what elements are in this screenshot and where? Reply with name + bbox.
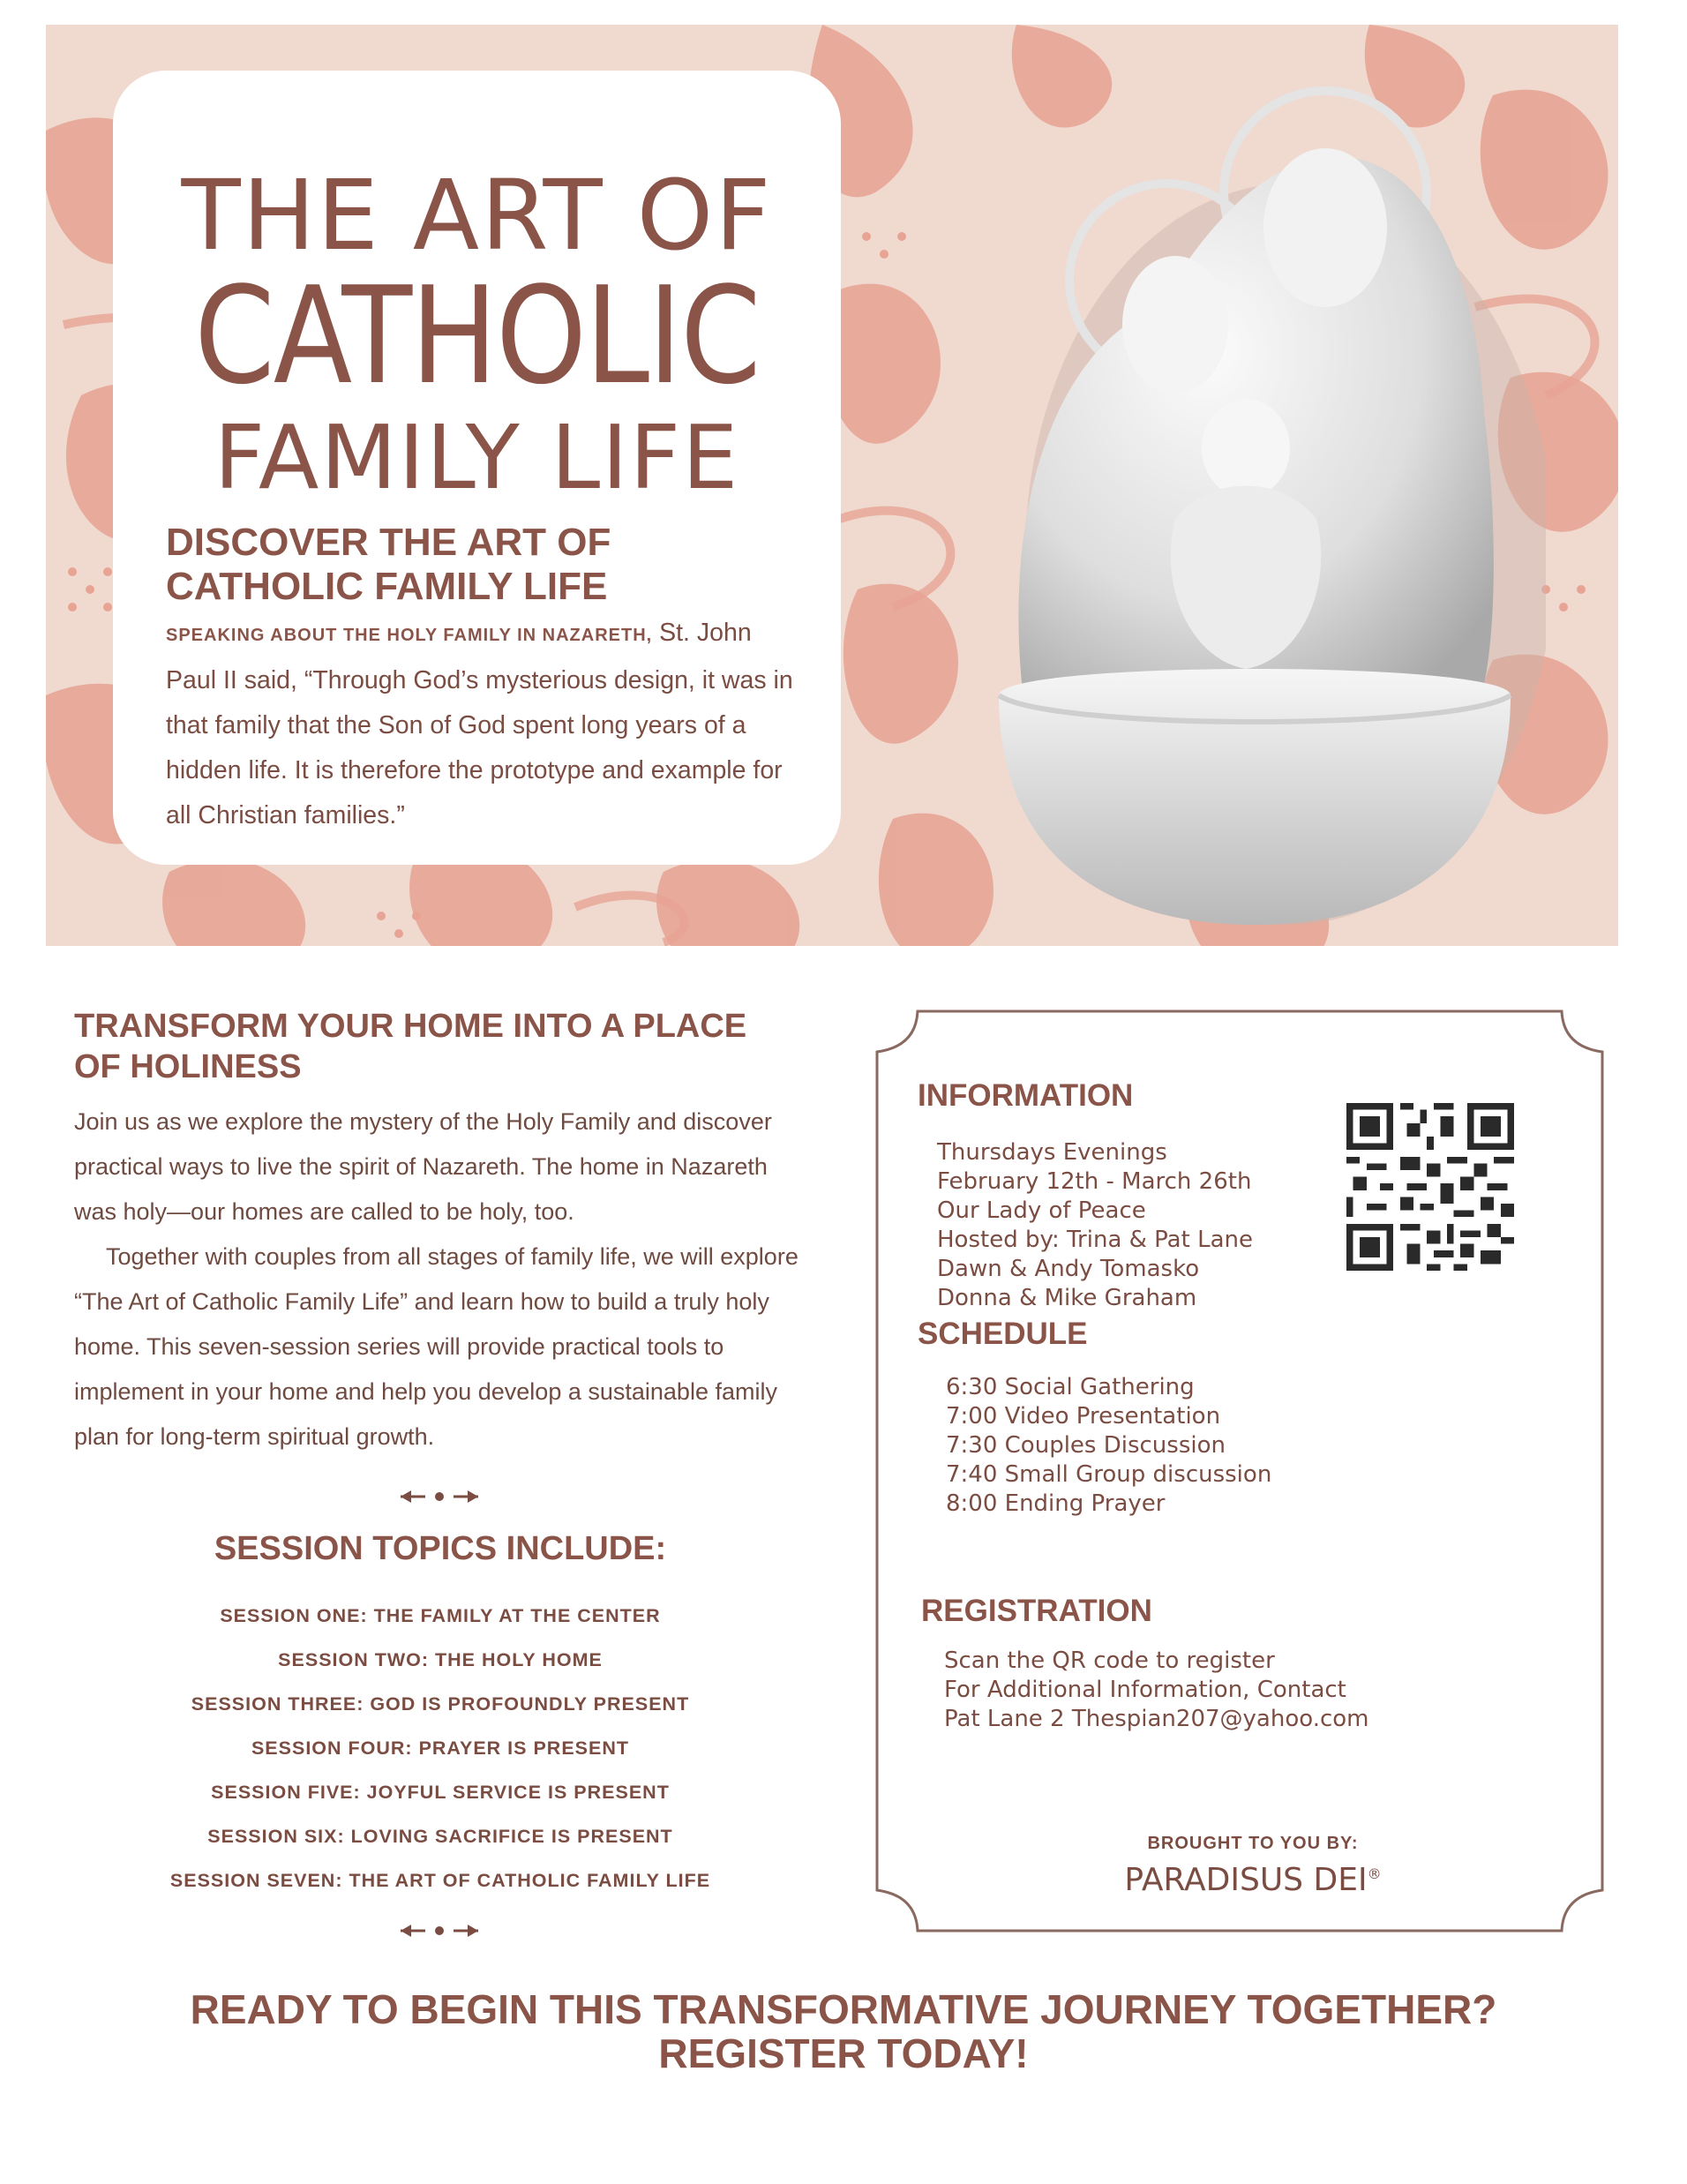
information-line: Dawn & Andy Tomasko	[937, 1256, 1200, 1282]
session-topic-item: SESSION SEVEN: THE ART OF CATHOLIC FAMILY LIFE	[169, 1870, 711, 1891]
schedule-line: 7:30 Couples Discussion	[946, 1432, 1226, 1459]
transform-paragraph-2: Together with couples from all stages of family life, we will explore “The Art of Catholic Family Life” and learn how to build a truly holy home. This seven-session series will provide practical tools to implement in your home and help you develop a sustainable family plan for long-term spiritual growth.	[74, 1243, 799, 1450]
transform-section	[74, 1006, 806, 1460]
discover-heading-line-1: DISCOVER THE ART OF	[166, 521, 611, 564]
title-line-1: THE ART OF	[181, 159, 773, 272]
registration-line: For Additional Information, Contact	[944, 1677, 1346, 1703]
cta-line-1: READY TO BEGIN THIS TRANSFORMATIVE JOURNEY TOGETHER?	[190, 1986, 1497, 2032]
schedule-heading: SCHEDULE	[918, 1317, 1088, 1351]
title-line-2: CATHOLIC	[194, 258, 760, 414]
holy-family-statue-icon	[946, 60, 1546, 925]
ornament-divider-icon	[399, 1920, 480, 1941]
quote-body: St. John Paul II said, “Through God’s mysterious design, it was in that family that the Son of God spent long years of a hidden life. It is therefore the prototype and example for all Christian families.”	[166, 619, 793, 829]
transform-heading	[74, 1006, 806, 1087]
quote-lead: SPEAKING ABOUT THE HOLY FAMILY IN NAZARETH,	[166, 626, 653, 645]
session-topic-item: SESSION FOUR: PRAYER IS PRESENT	[251, 1737, 630, 1759]
qr-code-icon[interactable]	[1346, 1103, 1514, 1271]
schedule-line: 6:30 Social Gathering	[946, 1374, 1195, 1400]
brand-mark: ®	[1367, 1865, 1382, 1882]
information-heading: INFORMATION	[918, 1078, 1134, 1113]
session-topic-item: SESSION FIVE: JOYFUL SERVICE IS PRESENT	[211, 1782, 670, 1803]
transform-paragraph-1: Join us as we explore the mystery of the Holy Family and discover practical ways to live the spirit of Nazareth. The home in Nazareth was holy—our homes are called to be holy, too.	[74, 1108, 772, 1225]
session-topics-list	[74, 1594, 806, 1903]
transform-heading-line-1: TRANSFORM YOUR HOME INTO A PLACE	[74, 1008, 747, 1045]
schedule-lines	[946, 1373, 1271, 1519]
session-topic-item: SESSION THREE: GOD IS PROFOUNDLY PRESENT	[191, 1693, 690, 1715]
title-line-3: FAMILY LIFE	[214, 406, 740, 509]
registration-line: Pat Lane 2 Thespian207@yahoo.com	[944, 1706, 1369, 1732]
information-line: Donna & Mike Graham	[937, 1285, 1197, 1311]
session-topic-item: SESSION SIX: LOVING SACRIFICE IS PRESENT	[207, 1826, 673, 1847]
cta-line-2: REGISTER TODAY!	[658, 2030, 1029, 2076]
discover-heading-line-2: CATHOLIC FAMILY LIFE	[166, 565, 608, 608]
session-topic-item: SESSION TWO: THE HOLY HOME	[278, 1649, 603, 1670]
brand-name: PARADISUS DEI	[1124, 1862, 1368, 1898]
call-to-action	[53, 1987, 1634, 2075]
discover-heading	[166, 521, 801, 609]
registration-heading: REGISTRATION	[921, 1594, 1152, 1628]
schedule-line: 8:00 Ending Prayer	[946, 1490, 1166, 1517]
registration-line: Scan the QR code to register	[944, 1647, 1275, 1674]
information-line: February 12th - March 26th	[937, 1168, 1252, 1195]
title-card	[113, 71, 841, 865]
john-paul-quote	[166, 611, 801, 838]
transform-heading-line-2: OF HOLINESS	[74, 1048, 302, 1085]
schedule-line: 7:00 Video Presentation	[946, 1403, 1221, 1430]
information-line: Thursdays Evenings	[937, 1139, 1167, 1166]
information-lines	[937, 1138, 1253, 1313]
information-line: Hosted by: Trina & Pat Lane	[937, 1227, 1253, 1253]
schedule-line: 7:40 Small Group discussion	[946, 1461, 1272, 1488]
hero-banner	[46, 25, 1618, 946]
information-line: Our Lady of Peace	[937, 1197, 1146, 1224]
ornament-divider-icon	[399, 1486, 480, 1507]
paradisus-dei-logo	[1085, 1862, 1421, 1898]
transform-body	[74, 1100, 806, 1460]
session-topics-heading: SESSION TOPICS INCLUDE:	[214, 1530, 667, 1567]
registration-lines	[944, 1647, 1368, 1734]
brought-to-you-by-label: BROUGHT TO YOU BY:	[1147, 1834, 1359, 1853]
session-topic-item: SESSION ONE: THE FAMILY AT THE CENTER	[220, 1605, 661, 1626]
